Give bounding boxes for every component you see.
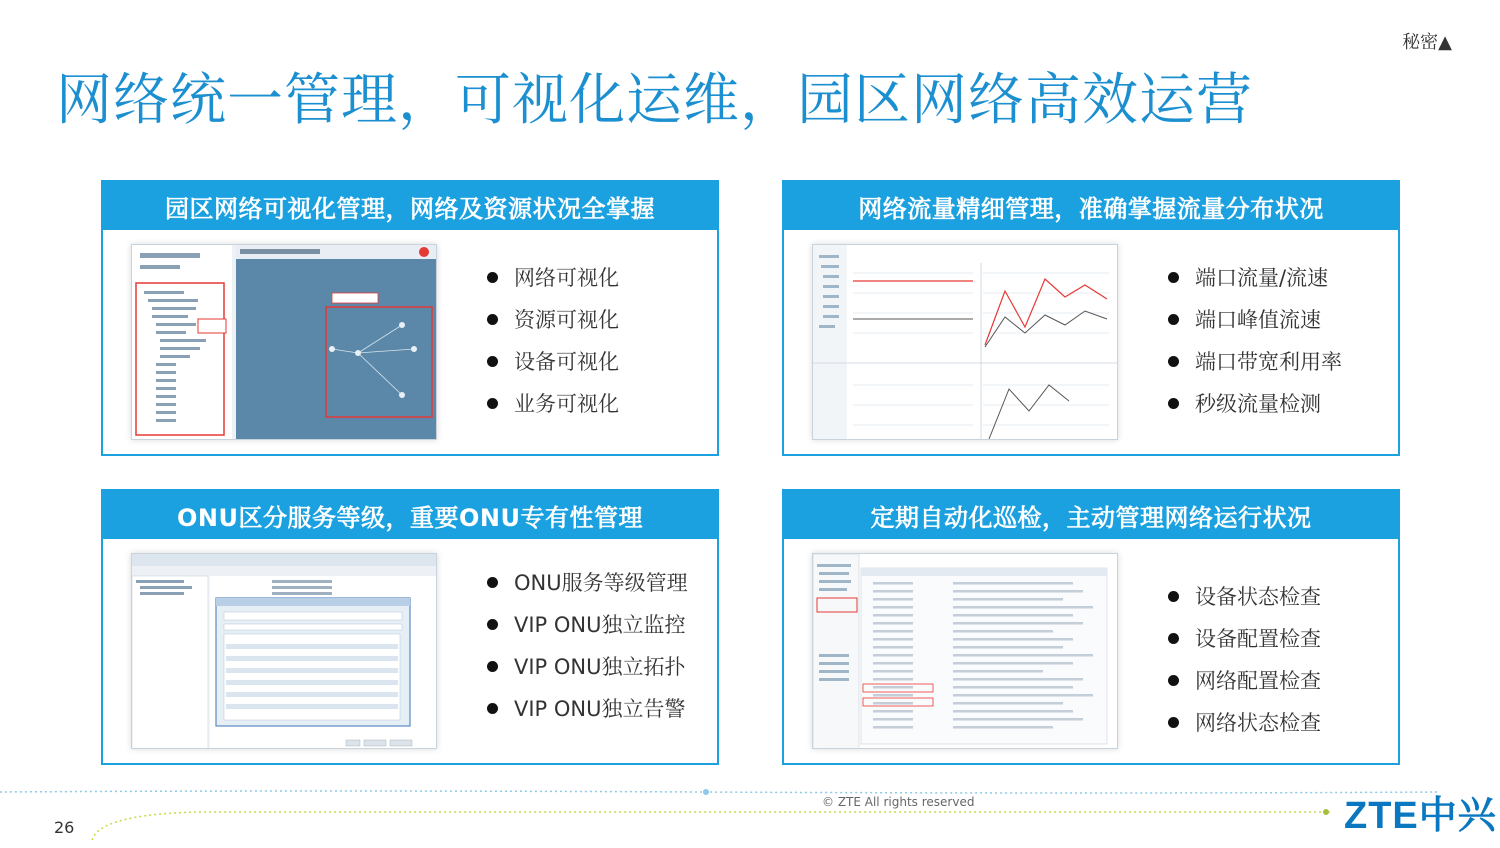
feature-list: [1168, 575, 1321, 743]
bullet-icon: [1168, 675, 1179, 686]
page-title: 网络统一管理，可视化运维，园区网络高效运营: [56, 68, 1253, 133]
bullet-icon: [487, 356, 498, 367]
list-item: 业务可视化: [487, 382, 619, 424]
list-item: 设备可视化: [487, 340, 619, 382]
bullet-icon: [1168, 314, 1179, 325]
bullet-icon: [487, 314, 498, 325]
topology-screenshot: [131, 244, 437, 440]
bullet-icon: [487, 398, 498, 409]
list-item: 网络可视化: [487, 256, 619, 298]
confidential-label: 秘密▲: [1402, 32, 1452, 53]
feature-list: [1168, 256, 1342, 424]
footer-decoration: [0, 788, 1500, 848]
panel-title: 园区网络可视化管理，网络及资源状况全掌握: [103, 182, 717, 230]
list-item: 端口峰值流速: [1168, 298, 1342, 340]
panel-auto-inspection: [782, 489, 1400, 765]
feature-list: [487, 256, 619, 424]
list-item: 设备配置检查: [1168, 617, 1321, 659]
zte-logo: ZTE中兴: [1344, 795, 1497, 837]
list-item: 网络状态检查: [1168, 701, 1321, 743]
panel-title: 网络流量精细管理，准确掌握流量分布状况: [784, 182, 1398, 230]
list-item: 网络配置检查: [1168, 659, 1321, 701]
bullet-icon: [1168, 356, 1179, 367]
page-number: 26: [54, 818, 75, 837]
bullet-icon: [487, 577, 498, 588]
bullet-icon: [487, 703, 498, 714]
list-item: 资源可视化: [487, 298, 619, 340]
bullet-icon: [1168, 633, 1179, 644]
feature-list: [487, 561, 688, 729]
panel-traffic-management: [782, 180, 1400, 456]
panel-network-visualization: [101, 180, 719, 456]
bullet-icon: [1168, 272, 1179, 283]
list-item: ONU服务等级管理: [487, 561, 688, 603]
bullet-icon: [487, 661, 498, 672]
list-item: 端口流量/流速: [1168, 256, 1342, 298]
list-item: VIP ONU独立拓扑: [487, 645, 688, 687]
inspection-screenshot: [812, 553, 1118, 749]
list-item: 秒级流量检测: [1168, 382, 1342, 424]
bullet-icon: [1168, 398, 1179, 409]
bullet-icon: [1168, 591, 1179, 602]
copyright-text: © ZTE All rights reserved: [822, 795, 975, 809]
panel-title: 定期自动化巡检，主动管理网络运行状况: [784, 491, 1398, 539]
list-item: 端口带宽利用率: [1168, 340, 1342, 382]
list-item: 设备状态检查: [1168, 575, 1321, 617]
panel-title: ONU区分服务等级，重要ONU专有性管理: [103, 491, 717, 539]
list-item: VIP ONU独立告警: [487, 687, 688, 729]
bullet-icon: [487, 619, 498, 630]
bullet-icon: [487, 272, 498, 283]
bullet-icon: [1168, 717, 1179, 728]
list-item: VIP ONU独立监控: [487, 603, 688, 645]
traffic-chart-screenshot: [812, 244, 1118, 440]
panel-onu-service-level: [101, 489, 719, 765]
onu-management-screenshot: [131, 553, 437, 749]
